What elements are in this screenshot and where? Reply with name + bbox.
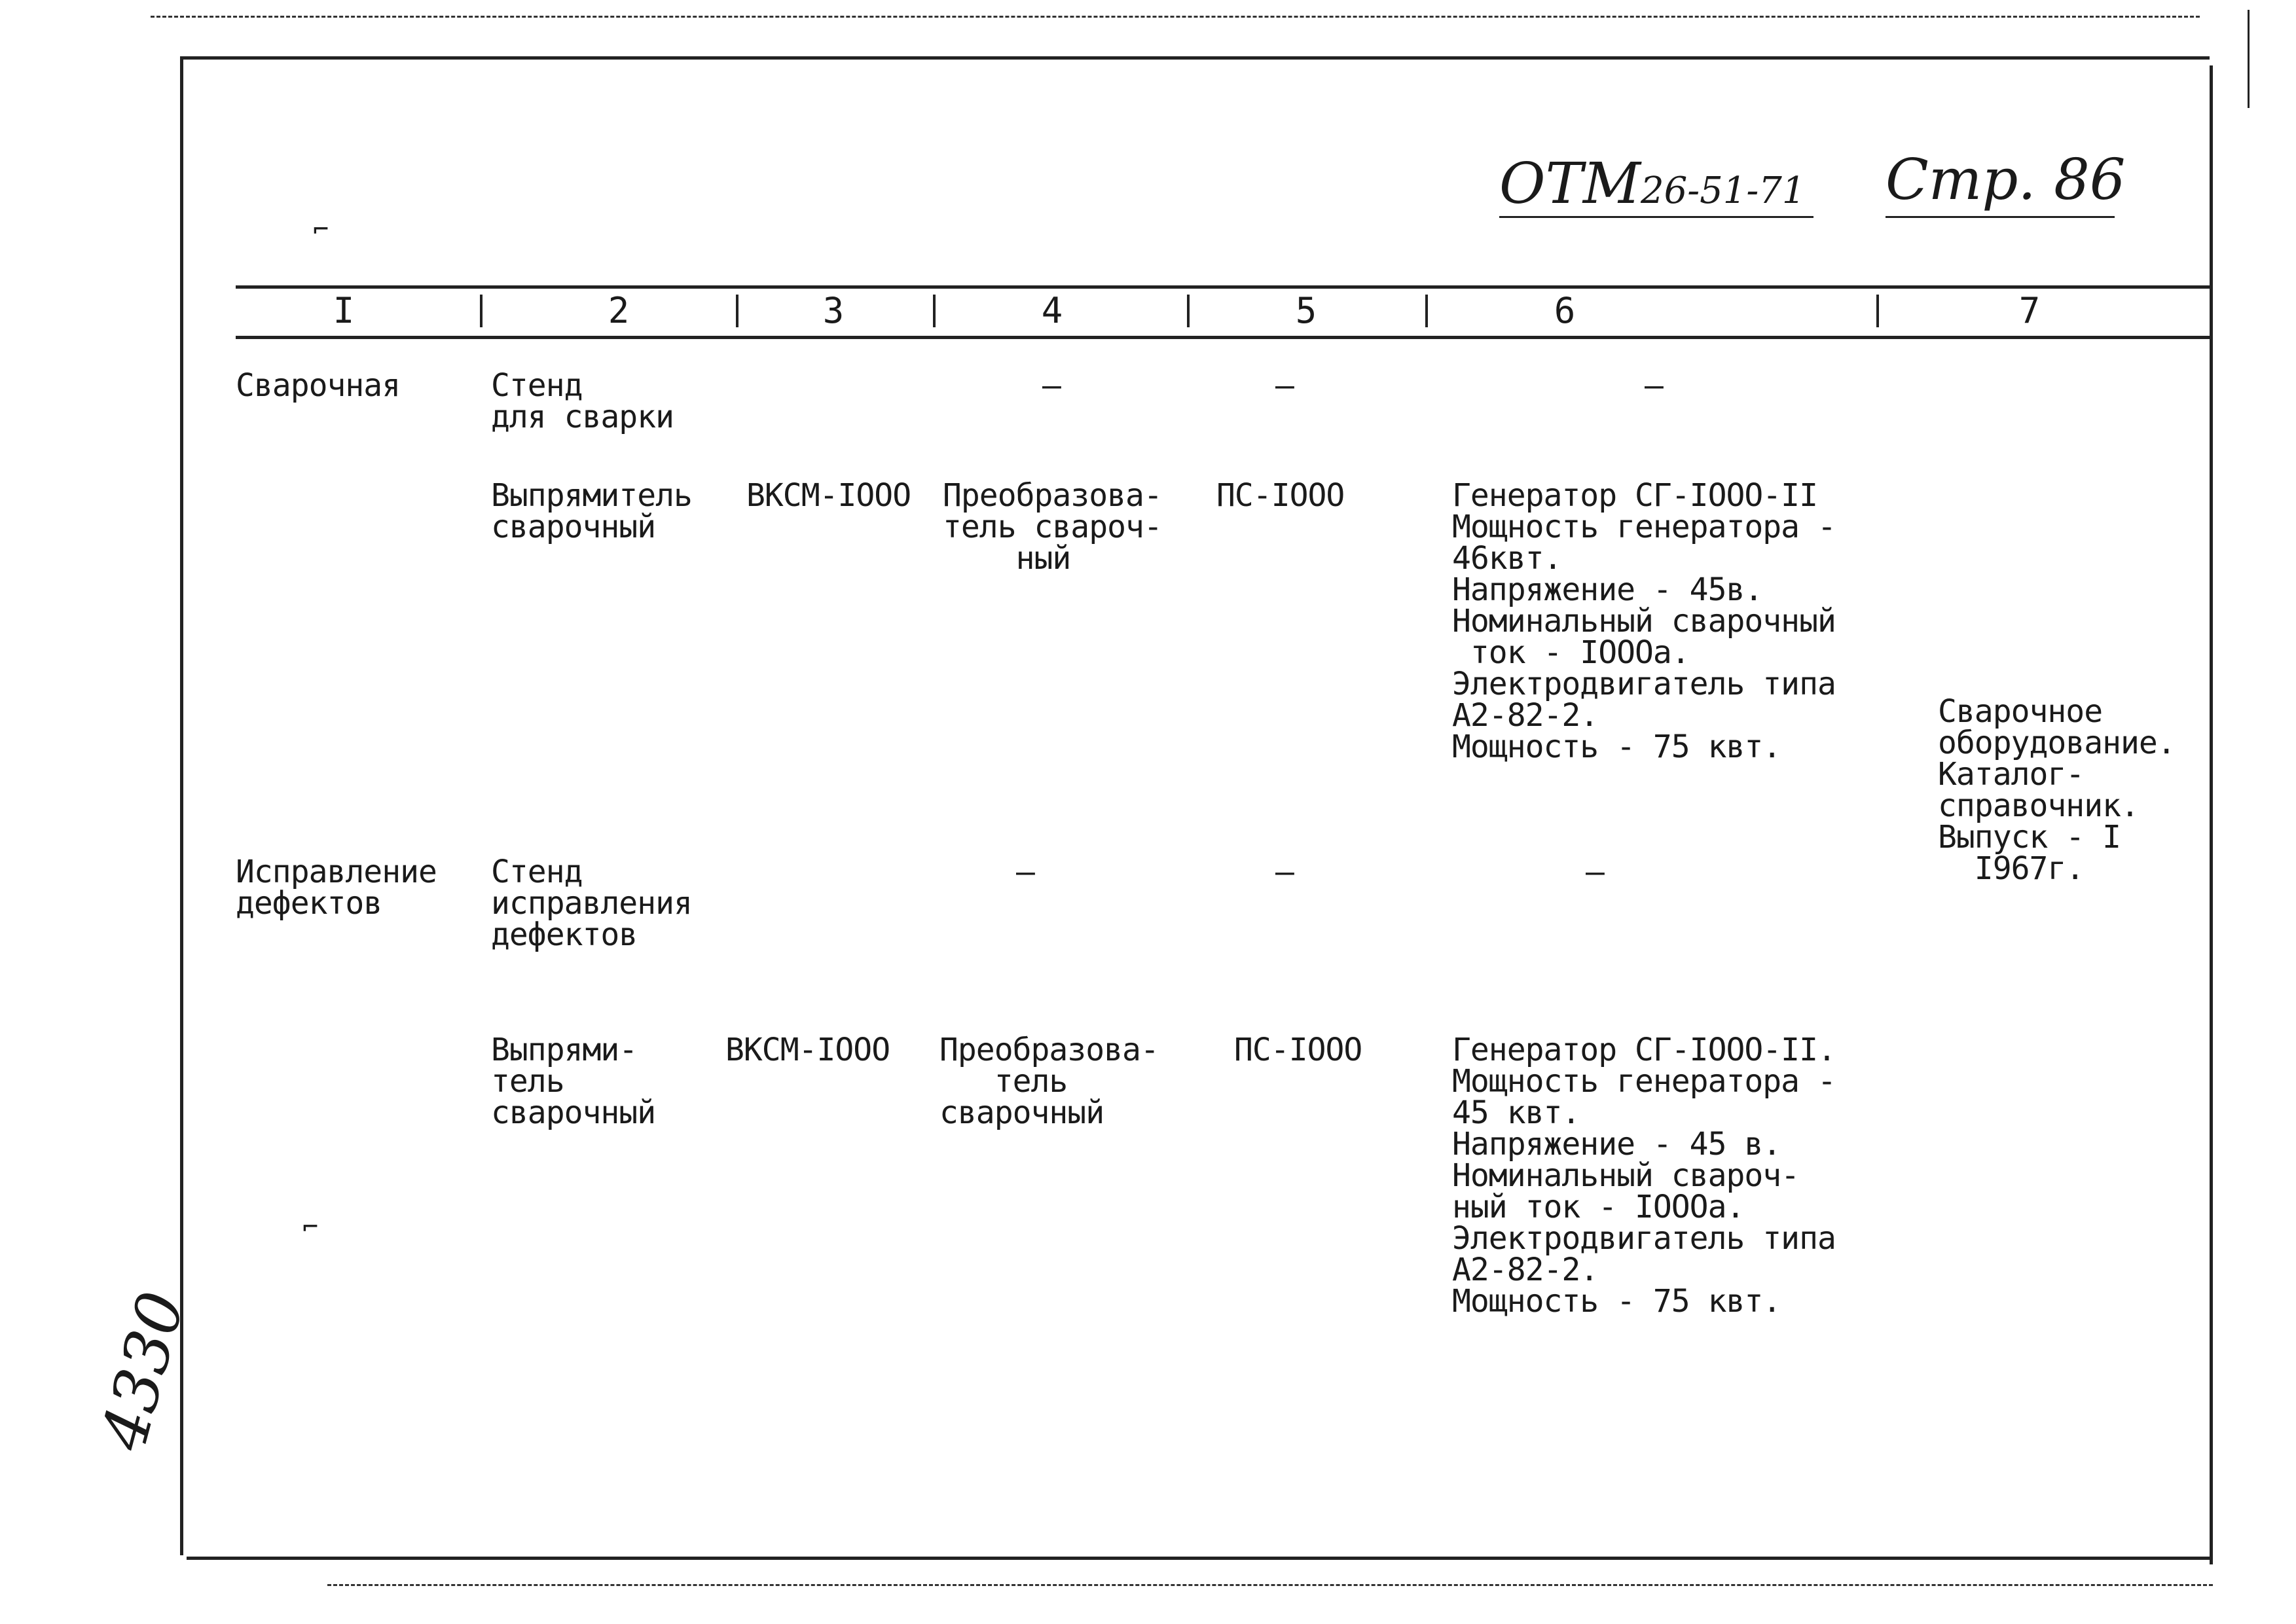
column-header-5: 5 <box>1295 290 1317 331</box>
scan-mark-bottom: ⌐ <box>302 1212 319 1242</box>
doc-number: 26-51-71 <box>1640 170 1806 212</box>
row2-equipment: Выпрямитель сварочный <box>491 477 692 545</box>
row3-equipment: Стенд исправления дефектов <box>491 854 692 953</box>
col-divider-2 <box>736 295 738 327</box>
page-label: Стр. 86 <box>1886 147 2126 213</box>
column-header-2: 2 <box>608 290 630 331</box>
row1-col4-dash: – <box>1042 367 1061 404</box>
frame-right <box>2210 65 2213 1564</box>
row4-specs: Генератор СГ-IOOO-II. Мощность генератора - 45 квт. Напряжение - 45 в. Номинальный свароч- ный ток - IOOOа. Электродвигатель типа А2-82-2. Мощность - 75 квт. <box>1452 1032 1836 1320</box>
col-divider-5 <box>1425 295 1428 327</box>
row2-model: ВКСМ-IOOO <box>746 477 911 514</box>
column-header-7: 7 <box>2018 290 2041 331</box>
row3-col5-dash: – <box>1275 854 1294 890</box>
row4-converter: Преобразова- тель сварочный <box>939 1032 1159 1131</box>
row3-col6-dash: – <box>1586 854 1604 890</box>
row2-converter-model: ПС-IOOO <box>1216 477 1345 514</box>
margin-inventory-number: 4330 <box>86 1284 199 1458</box>
row4-model: ВКСМ-IOOO <box>725 1032 890 1068</box>
row4-equipment: Выпрями- тель сварочный <box>491 1032 656 1131</box>
doc-code <box>1499 151 1806 219</box>
row2-converter: Преобразова- тель свароч- ный <box>943 477 1162 577</box>
column-header-3: 3 <box>822 290 845 331</box>
top-scan-edge <box>151 16 2200 18</box>
col-divider-6 <box>1876 295 1879 327</box>
row1-section: Сварочная <box>236 367 401 404</box>
col-divider-4 <box>1187 295 1190 327</box>
row4-converter-model: ПС-IOOO <box>1234 1032 1362 1068</box>
col-divider-1 <box>480 295 483 327</box>
bottom-scan-edge <box>327 1584 2213 1586</box>
column-header-1: I <box>333 290 355 331</box>
frame-top <box>180 56 2210 60</box>
row1-col5-dash: – <box>1275 367 1294 404</box>
row1-equipment: Стенд для сварки <box>491 367 674 435</box>
outer-right-edge <box>2248 10 2250 108</box>
row3-section: Исправление дефектов <box>236 854 437 922</box>
row2-specs: Генератор СГ-IOOO-II Мощность генератора - 46квт. Напряжение - 45в. Номинальный сварочный ток - IOOOа. Электродвигатель типа А2-82-2. Мощность - 75 квт. <box>1452 477 1836 765</box>
table-header-bottom <box>236 336 2210 339</box>
scan-mark-top: ⌐ <box>313 215 329 245</box>
doc-code-text: ОТМ <box>1499 151 1641 217</box>
row1-col6-dash: – <box>1645 367 1663 404</box>
page-label-underline <box>1886 216 2115 218</box>
col7-reference-note: Сварочное оборудование. Каталог- справочник. Выпуск - I I967г. <box>1938 693 2176 887</box>
col-divider-3 <box>933 295 936 327</box>
row3-col4-dash: – <box>1016 854 1034 890</box>
frame-bottom <box>187 1557 2210 1560</box>
column-header-4: 4 <box>1041 290 1063 331</box>
table-header-top <box>236 285 2210 289</box>
column-header-6: 6 <box>1554 290 1576 331</box>
doc-code-underline <box>1499 216 1813 218</box>
